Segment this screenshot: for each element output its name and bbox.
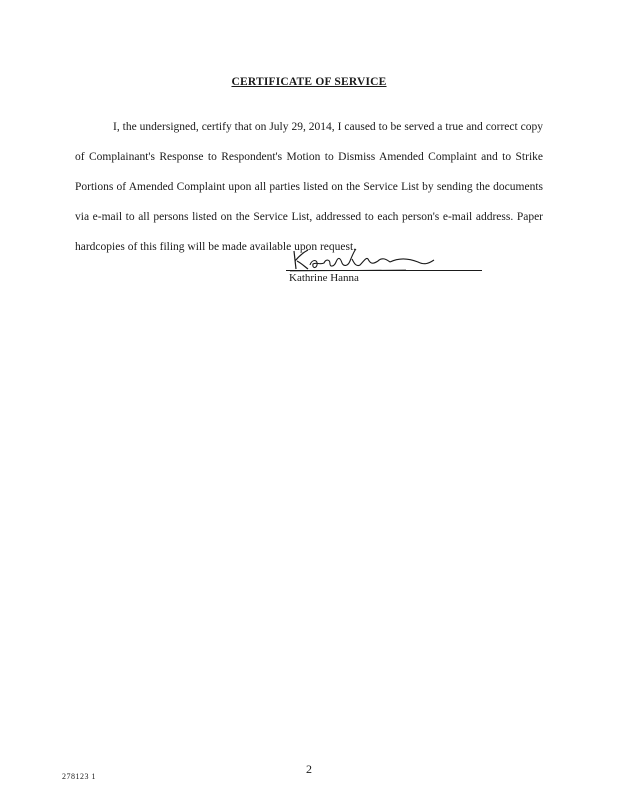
certificate-title: CERTIFICATE OF SERVICE	[231, 76, 387, 88]
signature-line	[286, 270, 482, 271]
signer-name: Kathrine Hanna	[289, 272, 359, 284]
certificate-body: I, the undersigned, certify that on July 29, 2014, I caused to be served a true and correct copy of Complainant's Response to Respondent's Motion to Dismiss Amended Complaint and to Strike Portions of Amended Complaint upon all parties listed on the Service List by sending the documents via e-mail to all persons listed on the Service List, addressed to each person's e-mail address. Paper hardcopies of this filing will be made available upon request.	[75, 121, 543, 253]
document-id: 278123 1	[62, 772, 96, 781]
page-number: 2	[306, 762, 312, 776]
